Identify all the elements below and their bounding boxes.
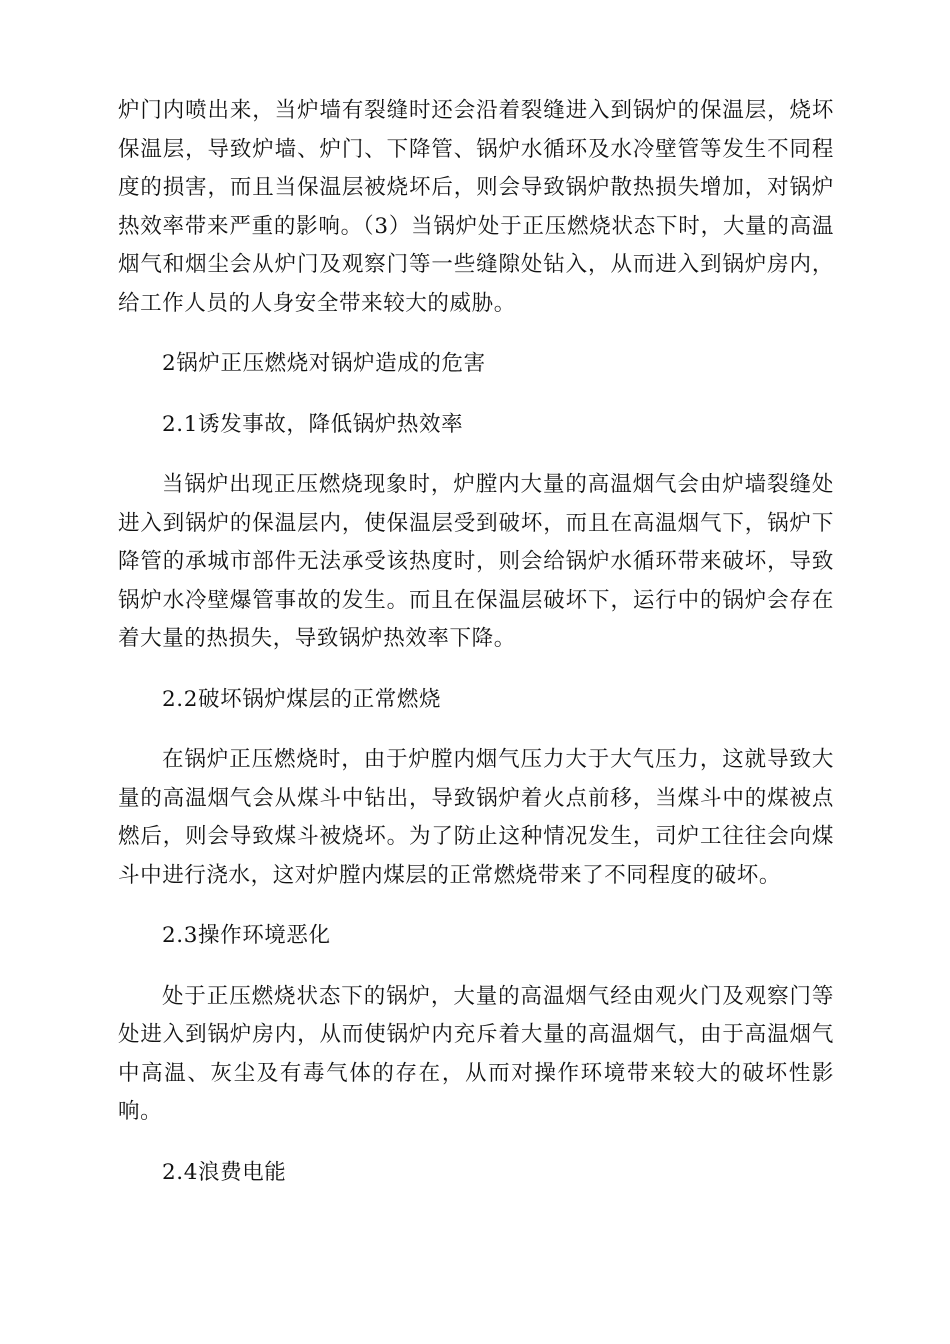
paragraph-gap <box>118 384 834 406</box>
body-paragraph: 当锅炉出现正压燃烧现象时，炉膛内大量的高温烟气会由炉墙裂缝处进入到锅炉的保温层内，使保温层受到破坏，而且在高温烟气下，锅炉下降管的承城市部件无法承受该热度时，则会给锅炉水循环带来破坏，导致锅炉水冷壁爆管事故的发生。而且在保温层破坏下，运行中的锅炉会存在着大量的热损失，导致锅炉热效率下降。 <box>118 472 834 651</box>
paragraph-gap <box>118 895 834 917</box>
paragraph-gap <box>118 956 834 978</box>
paragraph-gap <box>118 719 834 741</box>
document-page <box>118 92 834 1192</box>
paragraph-gap <box>118 323 834 345</box>
body-paragraph: 炉门内喷出来，当炉墙有裂缝时还会沿着裂缝进入到锅炉的保温层，烧坏保温层，导致炉墙、炉门、下降管、锅炉水循环及水冷壁管等发生不同程度的损害，而且当保温层被烧坏后，则会导致锅炉散热损失增加，对锅炉热效率带来严重的影响。（3）当锅炉处于正压燃烧状态下时，大量的高温烟气和烟尘会从炉门及观察门等一些缝隙处钻入，从而进入到锅炉房内，给工作人员的人身安全带来较大的威胁。 <box>118 98 834 316</box>
body-paragraph: 在锅炉正压燃烧时，由于炉膛内烟气压力大于大气压力，这就导致大量的高温烟气会从煤斗中钻出，导致锅炉着火点前移，当煤斗中的煤被点燃后，则会导致煤斗被烧坏。为了防止这种情况发生，司炉工往往会向煤斗中进行浇水，这对炉膛内煤层的正常燃烧带来了不同程度的破坏。 <box>118 747 834 888</box>
subsection-heading: 2.2破坏锅炉煤层的正常燃烧 <box>162 686 442 712</box>
paragraph-gap <box>118 1132 834 1154</box>
paragraph-gap <box>118 659 834 681</box>
paragraph-gap <box>118 444 834 466</box>
subsection-heading: 2.3操作环境恶化 <box>162 923 331 948</box>
section-heading: 2锅炉正压燃烧对锅炉造成的危害 <box>162 351 486 376</box>
subsection-heading: 2.4浪费电能 <box>162 1159 287 1185</box>
subsection-heading: 2.1诱发事故，降低锅炉热效率 <box>162 411 464 437</box>
body-paragraph: 处于正压燃烧状态下的锅炉，大量的高温烟气经由观火门及观察门等处进入到锅炉房内，从而使锅炉内充斥着大量的高温烟气，由于高温烟气中高温、灰尘及有毒气体的存在，从而对操作环境带来较大的破坏性影响。 <box>118 983 834 1124</box>
